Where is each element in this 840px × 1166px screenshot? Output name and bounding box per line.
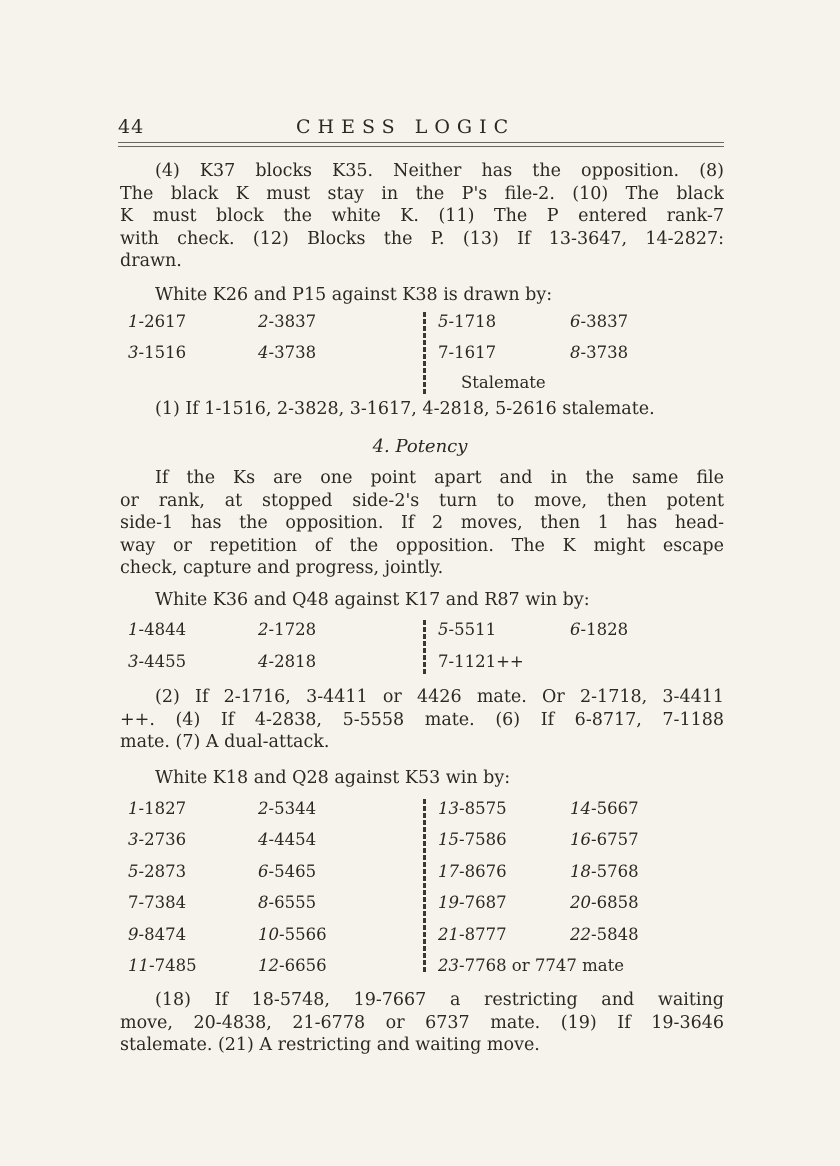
move-cell <box>258 799 316 819</box>
text-line: ++. (4) If 4-2838, 5-5558 mate. (6) If 6-8717, 7-1188 <box>120 709 724 730</box>
move-square: 7-1617 <box>438 343 497 362</box>
move-number: 20 <box>570 893 591 913</box>
move-number: 6 <box>570 312 581 331</box>
move-square: -5848 <box>591 924 639 944</box>
paragraph-notes-1 <box>120 160 724 273</box>
move-cell <box>128 925 186 945</box>
move-number: 23 <box>438 956 459 975</box>
move-square: -2617 <box>138 312 187 331</box>
move-cell <box>128 312 186 332</box>
move-number: 4 <box>258 830 269 850</box>
move-square: -2736 <box>138 830 187 850</box>
running-title: CHESS LOGIC <box>296 116 516 138</box>
move-number: 6 <box>570 620 581 639</box>
move-cell <box>258 893 316 913</box>
move-cell <box>128 620 186 640</box>
move-cell <box>438 312 496 332</box>
text-line: way or repetition of the opposition. The K might escape <box>120 535 724 556</box>
move-cell <box>438 799 507 819</box>
text-line: with check. (12) Blocks the P. (13) If 13-3647, 14-2827: <box>120 228 724 249</box>
text-line: (18) If 18-5748, 19-7667 a restricting and waiting <box>155 990 724 1010</box>
move-cell <box>438 956 624 976</box>
move-cell <box>128 799 186 819</box>
column-divider <box>423 620 426 676</box>
move-cell <box>438 925 507 945</box>
move-cell <box>128 343 186 363</box>
text-line: If the Ks are one point apart and in the same file <box>155 468 724 488</box>
move-number: 17 <box>438 861 459 881</box>
move-cell <box>258 925 327 945</box>
move-square: -5344 <box>268 799 317 818</box>
move-square: -1516 <box>138 343 187 362</box>
move-number: 12 <box>258 956 279 975</box>
stalemate-label: Stalemate <box>461 373 546 392</box>
move-cell <box>258 830 316 850</box>
header-rule-top <box>118 142 724 143</box>
move-cell <box>438 343 496 363</box>
move-number: 22 <box>570 924 591 944</box>
move-number: 1 <box>128 799 139 818</box>
move-square: -3837 <box>268 312 317 331</box>
move-cell <box>570 799 639 819</box>
move-square: -4454 <box>268 830 317 850</box>
move-square: -1827 <box>138 799 187 818</box>
page-header <box>118 116 724 140</box>
move-number: 5 <box>438 312 449 331</box>
move-number: 5 <box>438 620 449 639</box>
move-square: -5667 <box>591 799 639 818</box>
move-cell <box>128 893 186 913</box>
text-line: stalemate. (21) A restricting and waiting move. <box>120 1035 540 1055</box>
move-number: 18 <box>570 861 591 881</box>
move-square: -2873 <box>138 861 187 881</box>
move-cell <box>438 652 524 672</box>
text-line: or rank, at stopped side-2's turn to move, then potent <box>120 490 724 511</box>
table3-heading: White K18 and Q28 against K53 win by: <box>155 768 511 788</box>
move-cell <box>570 925 639 945</box>
table1-heading: White K26 and P15 against K38 is drawn by: <box>155 285 553 305</box>
move-cell <box>258 956 327 976</box>
move-number: 2 <box>258 799 269 818</box>
move-cell <box>128 652 186 672</box>
move-square: -7687 <box>459 893 507 913</box>
move-square: -6757 <box>591 830 639 850</box>
table2-heading: White K36 and Q48 against K17 and R87 win by: <box>155 590 590 610</box>
text-line: K must block the white K. (11) The P entered rank-7 <box>120 206 724 226</box>
move-square: -4455 <box>138 652 187 671</box>
move-number: 16 <box>570 830 591 850</box>
move-cell <box>128 830 186 850</box>
move-square: -5465 <box>268 861 317 881</box>
move-square: -8676 <box>459 861 507 881</box>
move-square: 7-1121++ <box>438 652 524 671</box>
move-cell <box>128 956 197 976</box>
move-number: 3 <box>128 652 139 671</box>
text-line: mate. (7) A dual-attack. <box>120 732 330 752</box>
text-line: The black K must stay in the P's file-2. (10) The black <box>120 183 724 204</box>
move-number: 4 <box>258 652 269 671</box>
paragraph-notes-3 <box>120 686 724 754</box>
move-square: -6656 <box>279 956 327 975</box>
move-square: -1728 <box>268 620 317 639</box>
move-cell <box>570 862 639 882</box>
move-number: 21 <box>438 924 459 944</box>
move-number: 2 <box>258 620 269 639</box>
move-square: -8575 <box>459 799 507 818</box>
move-number: 15 <box>438 830 459 850</box>
move-square: -3837 <box>580 312 629 331</box>
move-number: 2 <box>258 312 269 331</box>
move-square: -8777 <box>459 924 507 944</box>
move-square: -2818 <box>268 652 317 671</box>
text-line: (4) K37 blocks K35. Neither has the opposition. (8) <box>155 161 724 181</box>
text-line: check, capture and progress, jointly. <box>120 558 444 578</box>
move-cell <box>570 620 628 640</box>
move-number: 5 <box>128 861 139 881</box>
header-rule-bottom <box>118 146 724 147</box>
move-number: 6 <box>258 861 269 881</box>
move-number: 13 <box>438 799 459 818</box>
text-line: move, 20-4838, 21-6778 or 6737 mate. (19) If 19-3646 <box>120 1012 724 1033</box>
text-line: (1) If 1-1516, 2-3828, 3-1617, 4-2818, 5-2616 stalemate. <box>155 399 655 419</box>
move-cell <box>258 312 316 332</box>
move-number: 10 <box>258 924 279 944</box>
move-number: 9 <box>128 924 139 944</box>
move-cell <box>570 830 639 850</box>
move-square: -5511 <box>448 620 497 639</box>
move-cell <box>258 343 316 363</box>
move-cell <box>438 862 507 882</box>
move-number: 4 <box>258 343 269 362</box>
move-square: -5566 <box>279 924 327 944</box>
page-number: 44 <box>118 116 145 138</box>
paragraph-notes-2 <box>120 398 724 421</box>
move-number: 8 <box>570 343 581 362</box>
move-square: -7485 <box>149 956 197 975</box>
move-cell <box>258 862 316 882</box>
move-square: -5768 <box>591 861 639 881</box>
section-title: 4. Potency <box>372 436 468 457</box>
move-cell <box>438 893 507 913</box>
text-line: drawn. <box>120 251 182 271</box>
move-number: 3 <box>128 830 139 850</box>
move-cell <box>438 620 496 640</box>
column-divider <box>423 312 426 394</box>
move-cell <box>570 893 639 913</box>
move-cell <box>258 652 316 672</box>
move-square: -7768 or 7747 mate <box>459 956 624 975</box>
move-number: 8 <box>258 893 269 913</box>
move-number: 19 <box>438 893 459 913</box>
move-cell <box>128 862 186 882</box>
column-divider <box>423 799 426 974</box>
move-cell <box>570 312 628 332</box>
move-number: 1 <box>128 312 139 331</box>
move-cell <box>438 830 507 850</box>
move-square: -1718 <box>448 312 497 331</box>
move-square: 7-7384 <box>128 893 187 913</box>
move-square: -6555 <box>268 893 317 913</box>
move-cell <box>570 343 628 363</box>
move-number: 14 <box>570 799 591 818</box>
move-square: -3738 <box>580 343 629 362</box>
text-line: side-1 has the opposition. If 2 moves, then 1 has head- <box>120 513 724 533</box>
move-square: -8474 <box>138 924 187 944</box>
move-square: -6858 <box>591 893 639 913</box>
move-square: -3738 <box>268 343 317 362</box>
move-number: 11 <box>128 956 149 975</box>
paragraph-potency <box>120 467 724 580</box>
move-square: -4844 <box>138 620 187 639</box>
move-number: 3 <box>128 343 139 362</box>
move-square: -7586 <box>459 830 507 850</box>
move-cell <box>258 620 316 640</box>
move-square: -1828 <box>580 620 629 639</box>
move-number: 1 <box>128 620 139 639</box>
paragraph-notes-4 <box>120 989 724 1057</box>
text-line: (2) If 2-1716, 3-4411 or 4426 mate. Or 2-1718, 3-4411 <box>155 687 724 707</box>
